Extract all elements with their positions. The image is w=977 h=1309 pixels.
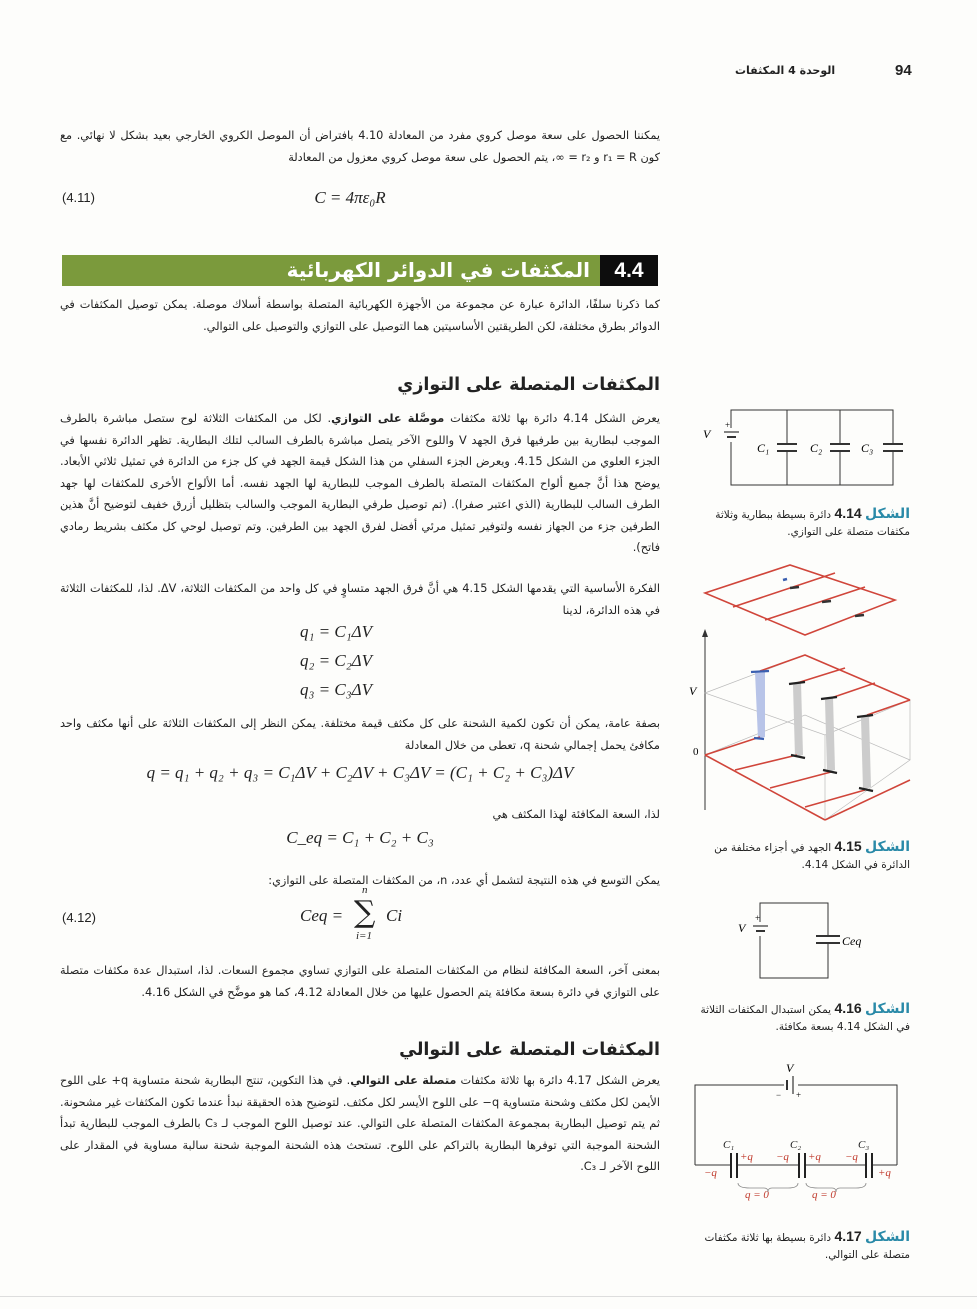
section-intro-paragraph: كما ذكرنا سلفًا، الدائرة عبارة عن مجموعة من الأجهزة الكهربائية المتصلة بواسطة أسلاك موصلة. يمكن توصيل المكثفات في الدوائر بطرق مختلفة، لكن الطريقتين الأساسيتين هما التوصيل على التوازي والتوصيل على التوالي. (60, 298, 660, 333)
svg-text:V: V (738, 921, 746, 935)
svg-text:+: + (796, 1090, 802, 1100)
eq-sum-lower: i=1 (356, 930, 372, 942)
svg-text:0: 0 (693, 746, 699, 758)
page-bottom-edge (0, 1296, 977, 1297)
figure-label: الشكل (865, 506, 910, 522)
section-number: 4.4 (600, 255, 658, 286)
unit-label: الوحدة 4 المكثفات (735, 64, 836, 77)
figure-label: الشكل (865, 1001, 910, 1017)
text: يعرض الشكل 4.17 دائرة بها ثلاثة مكثفات (456, 1074, 660, 1087)
equation-number-4-11: (4.11) (62, 190, 95, 205)
sigma-symbol: ∑ (354, 895, 376, 930)
parallel-paragraph-4: لذا، السعة المكافئة لهذا المكثف هي (492, 808, 660, 821)
svg-text:−q: −q (845, 1151, 858, 1163)
parallel-paragraph-6: بمعنى آخر، السعة المكافئة لنظام من المكثفات المتصلة على التوازي تساوي مجموع السعات. لذا، استبدال عدة مكثفات متصلة على التوازي في دائرة بسعة مكافئة يتم الحصول عليها من خلال المعادلة 4.12، كما هو موضَّح في الشكل 4.16. (60, 964, 660, 999)
svg-text:+q: +q (808, 1151, 821, 1163)
figure-number: 4.16 (834, 1000, 862, 1016)
figure-number: 4.17 (834, 1228, 862, 1244)
equation-q1: q₁ = C₁ΔV (300, 622, 372, 641)
figure-label: الشكل (865, 839, 910, 855)
svg-text:+q: +q (878, 1167, 891, 1179)
figure-4-17-series-circuit (690, 1060, 915, 1210)
caption-text: يمكن استبدال المكثفات الثلاثة في الشكل 4.14 بسعة مكافئة. (700, 1004, 910, 1033)
text: . في هذا التكوين، تنتج البطارية شحنة متساوية q+ على اللوح الأيمن لكل مكثف وشحنة متساوية q− على اللوح الأيسر لكل مكثف. لتوضيح هذه الحقيقة نبدأ عندما تكون المكثفات غير مشحونة. ثم يتم توصيل البطارية بمجموعة المكثفات المتصلة على التوالي. عند توصيل اللوح الموجب لـ C₃ بالطرف الموجب للبطارية تبدأ الشحنة الموجبة التي توفرها البطارية بالتراكم على اللوح. تستحث هذه الشحنة الموجبة شحنة سالبة مساوية في المقدار على اللوح الآخر لـ C₃. (60, 1074, 660, 1173)
svg-text:C₃: C₃ (858, 1139, 870, 1151)
svg-text:V: V (703, 427, 711, 441)
equation-q2: q₂ = C₂ΔV (300, 651, 372, 670)
parallel-paragraph-5: يمكن التوسع في هذه النتيجة لتشمل أي عدد، n، من المكثفات المتصلة على التوازي: (268, 874, 660, 887)
figure-4-17-caption (695, 1228, 910, 1264)
figure-4-15-caption (695, 838, 910, 874)
caption-text: دائرة بسيطة ببطارية وثلاثة مكثفات متصلة على التوازي. (715, 509, 910, 538)
equation-total-charge: q = q₁ + q₂ + q₃ = C₁ΔV + C₂ΔV + C₃ΔV = (C₁ + C₂ + C₃)ΔV (146, 763, 574, 782)
svg-text:C₃: C₃ (861, 441, 874, 455)
equation-4-11: C = 4πε₀R (314, 188, 386, 207)
figure-4-16-caption (695, 1000, 910, 1036)
svg-text:V: V (786, 1061, 794, 1075)
text: يعرض الشكل 4.14 دائرة بها ثلاثة مكثفات (444, 412, 660, 425)
svg-text:+: + (755, 913, 761, 923)
svg-text:−: − (776, 1090, 782, 1100)
svg-text:C₂: C₂ (810, 441, 823, 455)
svg-text:−q: −q (776, 1151, 789, 1163)
svg-text:q = 0: q = 0 (745, 1189, 769, 1201)
eq-sum-upper: n (362, 884, 368, 896)
svg-text:C₂: C₂ (790, 1139, 802, 1151)
parallel-paragraph-3: بصفة عامة، يمكن أن تكون لكمية الشحنة على كل مكثف قيمة مختلفة. يمكن النظر إلى المكثفات الثلاثة على أنها مكثف واحد مكافئ يحمل إجمالي شحنة q، تعطى من خلال المعادلة (60, 717, 660, 752)
parallel-heading: المكثفات المتصلة على التوازي (397, 375, 660, 395)
eq-sum-term: Ci (386, 906, 403, 925)
equation-number-4-12: (4.12) (62, 910, 96, 925)
svg-text:C₁: C₁ (757, 441, 770, 455)
bold-term-parallel: موصَّلة على التوازي (331, 412, 445, 425)
equation-q3: q₃ = C₃ΔV (300, 680, 372, 699)
parallel-paragraph-2: الفكرة الأساسية التي يقدمها الشكل 4.15 هي أنَّ فرق الجهد متساوٍ في كل واحد من المكثفات الثلاثة، ΔV. لذا، للمكثفات الثلاثة في هذه الدائرة، لدينا (60, 582, 660, 617)
svg-text:+q: +q (740, 1151, 753, 1163)
bold-term-series: متصلة على التوالي (350, 1074, 457, 1087)
eq-sum-lhs: Ceq = (300, 906, 344, 925)
page-number: 94 (895, 62, 912, 79)
parallel-paragraph-1 (60, 408, 660, 559)
figure-label: الشكل (865, 1229, 910, 1245)
section-title: المكثفات في الدوائر الكهربائية (286, 258, 590, 282)
figure-4-16-equivalent-circuit (730, 898, 870, 983)
series-heading: المكثفات المتصلة على التوالي (399, 1040, 660, 1060)
svg-text:q = 0: q = 0 (812, 1189, 836, 1201)
equation-ceq: C_eq = C₁ + C₂ + C₃ (286, 828, 434, 847)
svg-text:+: + (725, 420, 731, 430)
caption-text: الجهد في أجزاء مختلفة من الدائرة في الشكل 4.14. (714, 842, 910, 871)
figure-number: 4.15 (834, 838, 862, 854)
series-paragraph (60, 1070, 660, 1178)
figure-number: 4.14 (834, 505, 862, 521)
text: . لكل من المكثفات الثلاثة لوح ستصل مباشرة بالطرف الموجب لبطارية بين طرفيها فرق الجهد V واللوح الآخر يتصل مباشرة بالطرف السالب لتلك البطارية. تظهر الدائرة نفسها في الجزء العلوي من الشكل 4.15. ويعرض الجزء السفلي من هذا الشكل قيمة الجهد في كل جزء من الدائرة في تمثيل ثلاثي الأبعاد. يوضح هذا أنَّ جميع ألواح المكثفات المتصلة بالطرف الموجب للبطارية لها الجهد نفسه. أما الألواح الأخرى للمكثفات لها جهد الطرف السالب للبطارية (الذي اعتبر صفرا). (تم توصيل طرفي البطارية الموجب والسالب بتظليل أزرق خفيف لتوضيح أنَّ هذين الطرفين جزء من الجهاز نفسه ولتوفير تمثيل مرئي أفضل لفرق الجهد بين الطرفين. وتم توصيل لوحي كل مكثف بشريط رمادي فاتح). (60, 412, 660, 554)
svg-text:−q: −q (704, 1167, 717, 1179)
figure-4-14-caption (695, 505, 910, 541)
intro-paragraph: يمكننا الحصول على سعة موصل كروي مفرد من المعادلة 4.10 بافتراض أن الموصل الكروي الخارجي بعيد بشكل لا نهائي. مع كون r₁ = R و r₂ = ∞، يتم الحصول على سعة موصل كروي معزول من المعادلة (60, 129, 660, 164)
svg-text:V: V (689, 684, 697, 698)
svg-text:Ceq: Ceq (842, 934, 862, 948)
figure-4-14-parallel-circuit (695, 400, 910, 495)
caption-text: دائرة بسيطة بها ثلاثة مكثفات متصلة على التوالي. (704, 1232, 910, 1261)
equation-4-12 (300, 884, 430, 950)
figure-4-15-3d-potential (685, 555, 920, 825)
svg-text:C₁: C₁ (723, 1139, 735, 1151)
